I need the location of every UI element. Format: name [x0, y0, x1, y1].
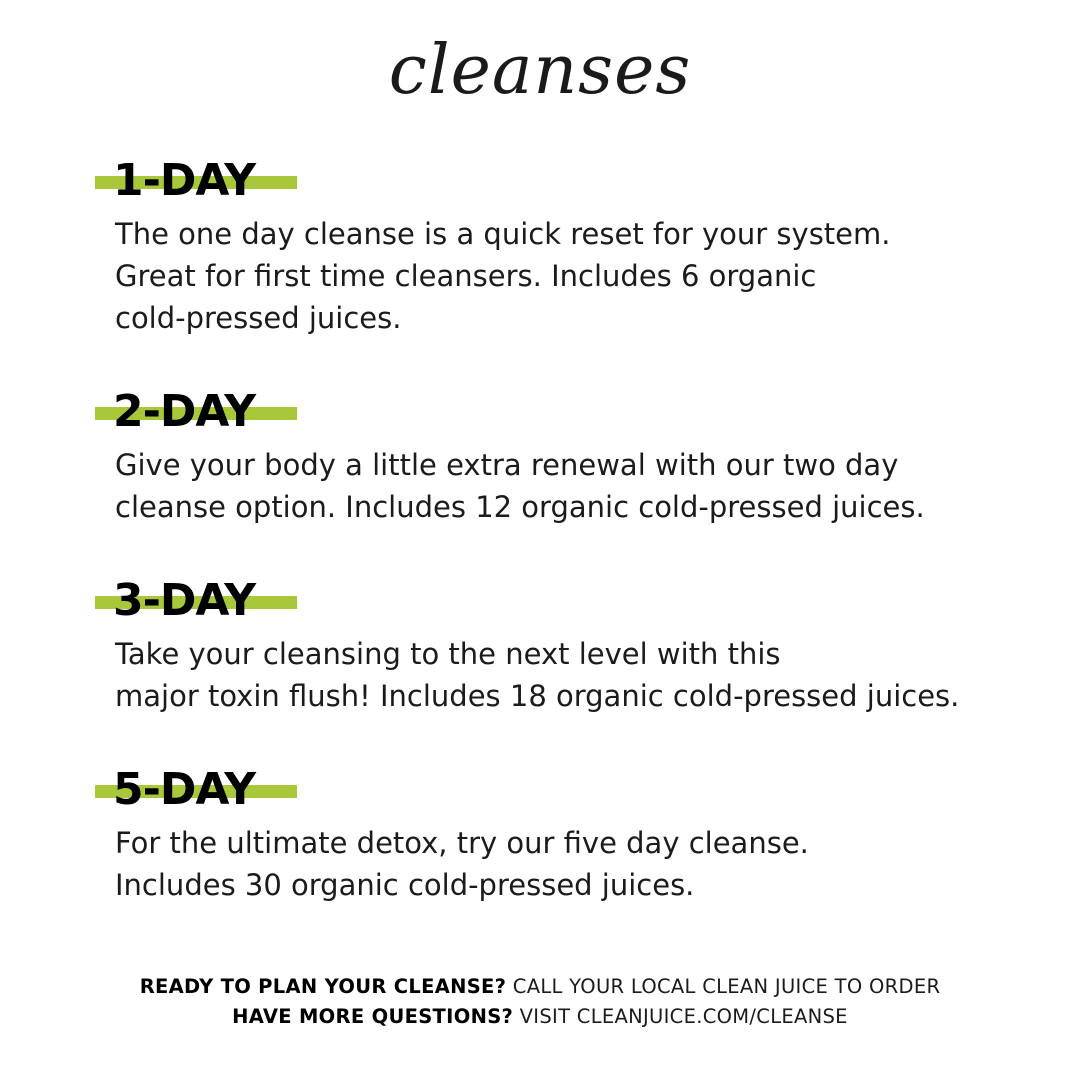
- footer: [0, 972, 1080, 1032]
- footer-order-question: READY TO PLAN YOUR CLEANSE?: [139, 975, 507, 998]
- footer-line-questions: [0, 1002, 1080, 1032]
- section-heading: [95, 766, 255, 814]
- section-heading-label: 2-DAY: [113, 386, 256, 437]
- footer-order-text: CALL YOUR LOCAL CLEAN JUICE TO ORDER: [506, 975, 941, 998]
- section-heading: [95, 388, 255, 436]
- cleanse-section-3-day: [95, 577, 1055, 717]
- section-heading: [95, 157, 255, 205]
- cleanse-section-5-day: [95, 766, 1055, 906]
- section-description: For the ultimate detox, try our five day cleanse. Includes 30 organic cold-pressed juices.: [115, 826, 809, 902]
- section-description: Give your body a little extra renewal with our two day cleanse option. Includes 12 organic cold-pressed juices.: [115, 448, 925, 524]
- section-heading-label: 5-DAY: [113, 764, 256, 815]
- section-heading-label: 3-DAY: [113, 575, 256, 626]
- footer-questions-question: HAVE MORE QUESTIONS?: [232, 1005, 514, 1028]
- cleanse-section-2-day: [95, 388, 1055, 528]
- page-title: cleanses: [388, 31, 692, 110]
- footer-line-order: [0, 972, 1080, 1002]
- section-description: The one day cleanse is a quick reset for your system. Great for first time cleansers. Includes 6 organic cold-pressed juices.: [115, 217, 891, 335]
- section-heading: [95, 577, 255, 625]
- cleanse-section-1-day: [95, 157, 1055, 339]
- footer-questions-text: VISIT CLEANJUICE.COM/CLEANSE: [513, 1005, 848, 1028]
- section-heading-label: 1-DAY: [113, 155, 256, 206]
- section-description: Take your cleansing to the next level with this major toxin flush! Includes 18 organic cold-pressed juices.: [115, 637, 960, 713]
